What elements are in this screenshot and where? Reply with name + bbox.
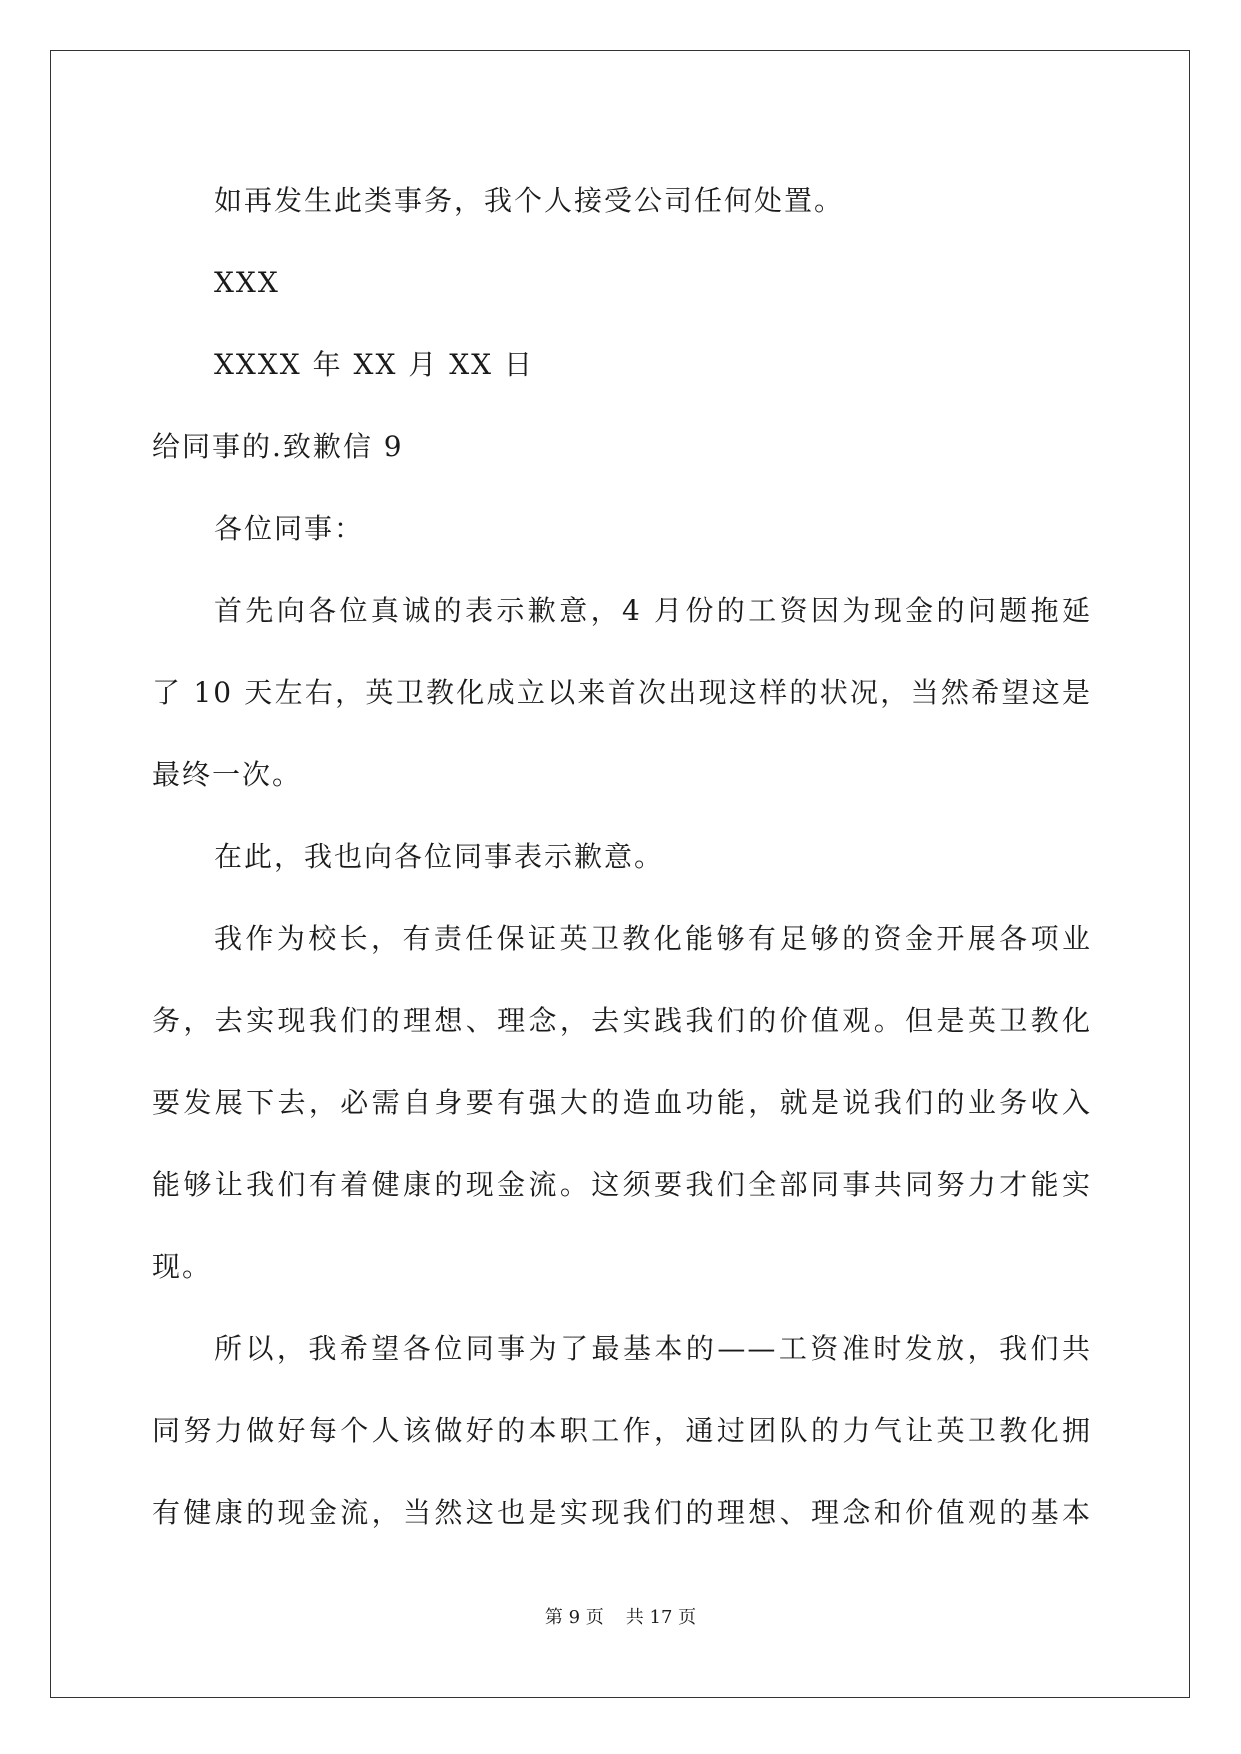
page-footer [0,1603,1241,1629]
signature-name: XXX [214,266,280,299]
paragraph-line: 所以，我希望各位同事为了最基本的——工资准时发放，我们共 [214,1332,1092,1365]
paragraph-line: 了 10 天左右，英卫教化成立以来首次出现这样的状况，当然希望这是 [152,676,1092,709]
signature-date: XXXX 年 XX 月 XX 日 [214,348,534,381]
paragraph-line: 如再发生此类事务，我个人接受公司任何处置。 [214,184,845,217]
paragraph-line: 我作为校长，有责任保证英卫教化能够有足够的资金开展各项业 [214,922,1092,955]
paragraph-line: 在此，我也向各位同事表示歉意。 [214,840,665,873]
paragraph-line: 现。 [152,1250,213,1283]
page-total: 共 17 页 [625,1607,697,1628]
salutation: 各位同事： [214,512,365,545]
page-number: 第 9 页 [544,1607,604,1628]
paragraph-line: 同努力做好每个人该做好的本职工作，通过团队的力气让英卫教化拥 [152,1414,1092,1447]
document-body [152,160,1092,1554]
paragraph-line: 务，去实现我们的理想、理念，去实践我们的价值观。但是英卫教化 [152,1004,1092,1037]
paragraph-line: 要发展下去，必需自身要有强大的造血功能，就是说我们的业务收入 [152,1086,1092,1119]
section-title: 给同事的.致歉信 9 [152,430,404,463]
paragraph-line: 首先向各位真诚的表示歉意，4 月份的工资因为现金的问题拖延 [214,594,1092,627]
paragraph-line: 有健康的现金流，当然这也是实现我们的理想、理念和价值观的基本 [152,1496,1092,1529]
paragraph-line: 能够让我们有着健康的现金流。这须要我们全部同事共同努力才能实 [152,1168,1092,1201]
paragraph-line: 最终一次。 [152,758,303,791]
